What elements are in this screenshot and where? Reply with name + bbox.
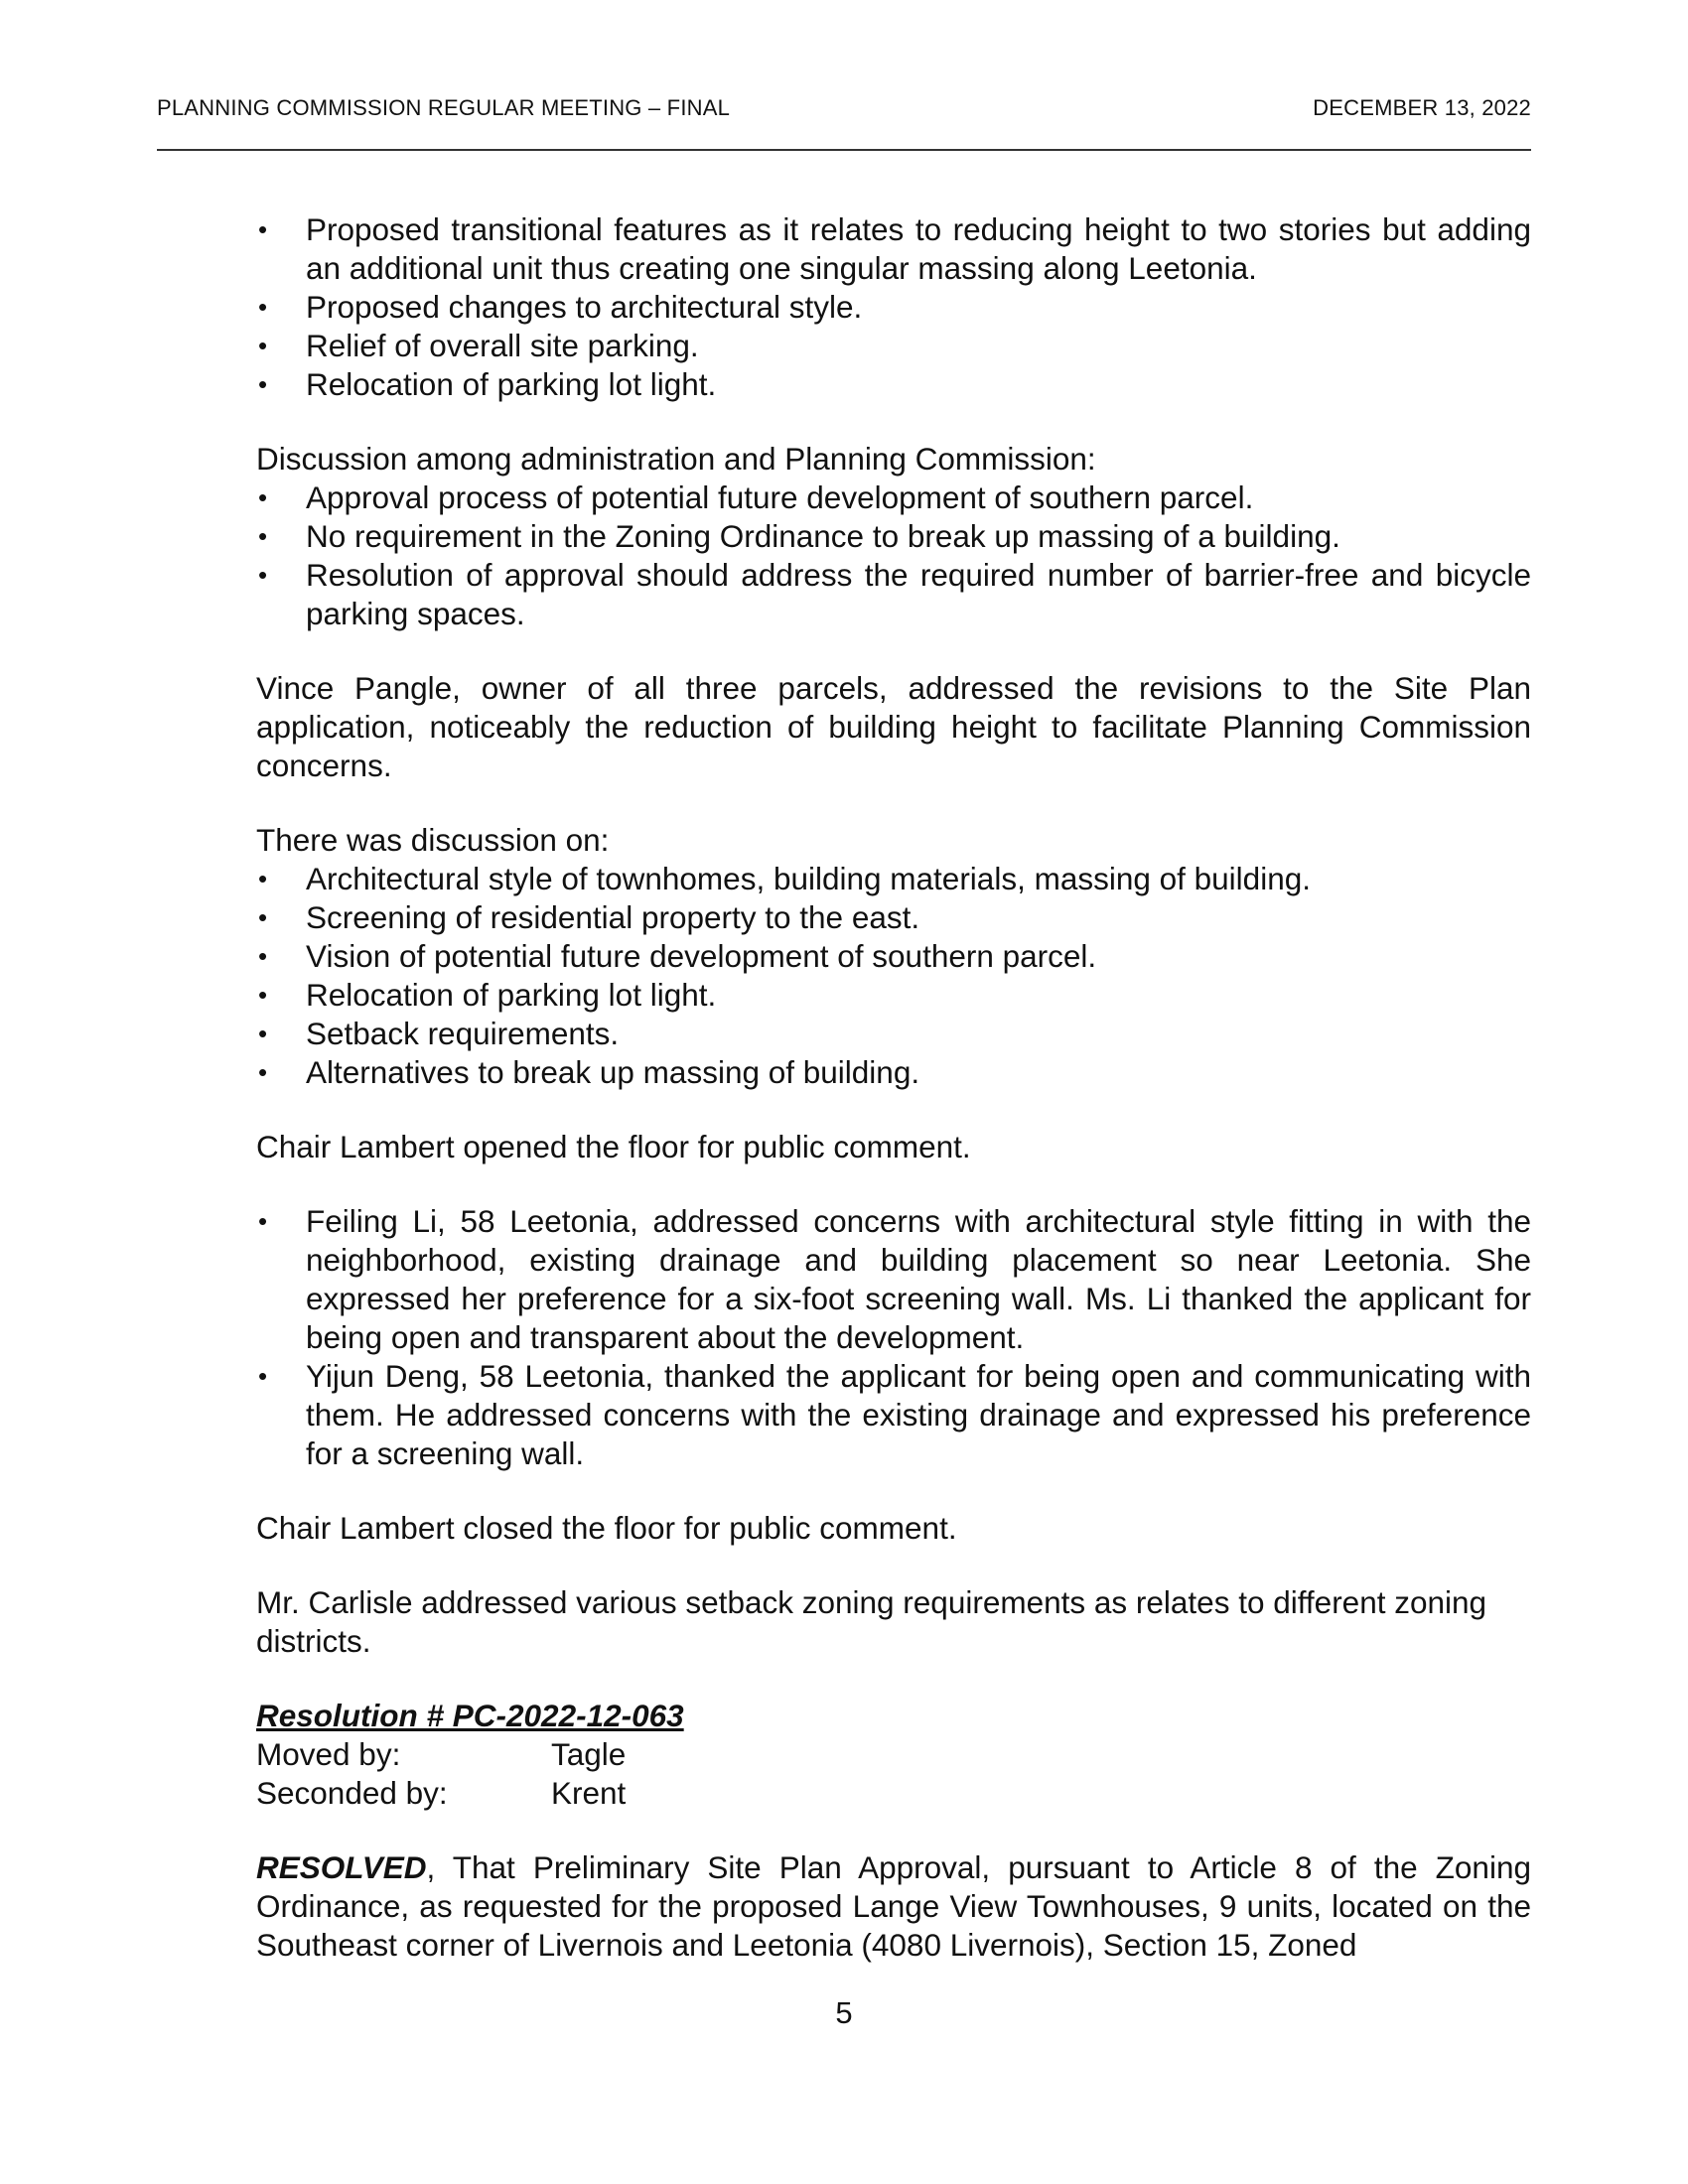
bullet-icon: • (258, 941, 268, 971)
list-item: • Feiling Li, 58 Leetonia, addressed concerns with architectural style fitting in with the neighborhood, existing drainage and building placement so near Leetonia. She expressed her preference for a six-foot screening wall. Ms. Li thanked the applicant for being open and transparent about the development. (258, 1203, 1531, 1355)
bullet-icon: • (258, 482, 268, 512)
list-item: • Relocation of parking lot light. (258, 977, 717, 1013)
bullet-icon: • (258, 331, 268, 360)
discussion-heading: There was discussion on: (256, 822, 610, 858)
seconded-by-label: Seconded by: (256, 1775, 448, 1811)
resolved-paragraph (256, 1848, 1531, 1965)
list-item: • No requirement in the Zoning Ordinance to break up massing of a building. (258, 518, 1340, 554)
page-number: 5 (835, 1995, 853, 2030)
bullet-icon: • (258, 292, 268, 322)
list-item: • Proposed changes to architectural style. (258, 289, 863, 325)
bullet-icon: • (258, 1019, 268, 1048)
admin-discussion-heading: Discussion among administration and Planning Commission: (256, 441, 1096, 477)
owner-paragraph: Vince Pangle, owner of all three parcels, addressed the revisions to the Site Plan application, noticeably the reduction of building height to facilitate Planning Commission concerns. (256, 670, 1531, 783)
moved-by-value: Tagle (551, 1736, 627, 1772)
bullet-icon: • (258, 1057, 268, 1087)
list-item: • Architectural style of townhomes, building materials, massing of building. (258, 861, 1311, 896)
resolved-text: , That Preliminary Site Plan Approval, pursuant to Article 8 of the Zoning Ordinance, as requested for the proposed Lange View Townhouses, 9 units, located on the Southeast corner of Livernois and Leetonia (4080 Livernois), Section 15, Zoned (256, 1849, 1531, 1963)
bullet-icon: • (258, 1206, 268, 1236)
list-item: • Resolution of approval should address the required number of barrier-free and bicycle parking spaces. (258, 557, 1531, 631)
bullet-icon: • (258, 902, 268, 932)
resolution-title: Resolution # PC-2022-12-063 (256, 1698, 684, 1733)
moved-by-label: Moved by: (256, 1736, 401, 1772)
public-comment-open: Chair Lambert opened the floor for public comment. (256, 1129, 971, 1164)
header-title: PLANNING COMMISSION REGULAR MEETING – FINAL (157, 95, 731, 120)
header-date: DECEMBER 13, 2022 (1313, 95, 1531, 120)
intro-bullet-list (256, 210, 1531, 404)
bullet-icon: • (258, 560, 268, 590)
list-item: • Yijun Deng, 58 Leetonia, thanked the applicant for being open and communicating with them. He addressed concerns with the existing drainage and expressed his preference for a screening wall. (258, 1358, 1531, 1471)
list-item: • Relocation of parking lot light. (258, 366, 717, 402)
bullet-icon: • (258, 521, 268, 551)
discussion-list (256, 860, 1531, 1092)
admin-discussion-list (256, 478, 1531, 633)
bullet-icon: • (258, 980, 268, 1010)
seconded-by-value: Krent (551, 1775, 627, 1811)
list-item: • Screening of residential property to the east. (258, 899, 920, 935)
list-item: • Proposed transitional features as it relates to reducing height to two stories but adding an additional unit thus creating one singular massing along Leetonia. (258, 211, 1531, 286)
public-comment-list (256, 1202, 1531, 1473)
bullet-icon: • (258, 214, 268, 244)
bullet-icon: • (258, 369, 268, 399)
bullet-icon: • (258, 1361, 268, 1391)
moved-by-row (256, 1735, 1531, 1774)
header-divider (157, 149, 1531, 151)
list-item: • Approval process of potential future development of southern parcel. (258, 479, 1254, 515)
list-item: • Vision of potential future development of southern parcel. (258, 938, 1097, 974)
list-item: • Setback requirements. (258, 1016, 620, 1051)
public-comment-close: Chair Lambert closed the floor for public comment. (256, 1510, 957, 1546)
carlisle-paragraph: Mr. Carlisle addressed various setback zoning requirements as relates to different zoning districts. (256, 1584, 1487, 1659)
list-item: • Alternatives to break up massing of building. (258, 1054, 920, 1090)
list-item: • Relief of overall site parking. (258, 328, 699, 363)
seconded-by-row (256, 1774, 1531, 1813)
page-content (256, 210, 1531, 1965)
bullet-icon: • (258, 864, 268, 893)
page-header (157, 95, 1531, 121)
resolved-lead: RESOLVED (256, 1849, 427, 1885)
